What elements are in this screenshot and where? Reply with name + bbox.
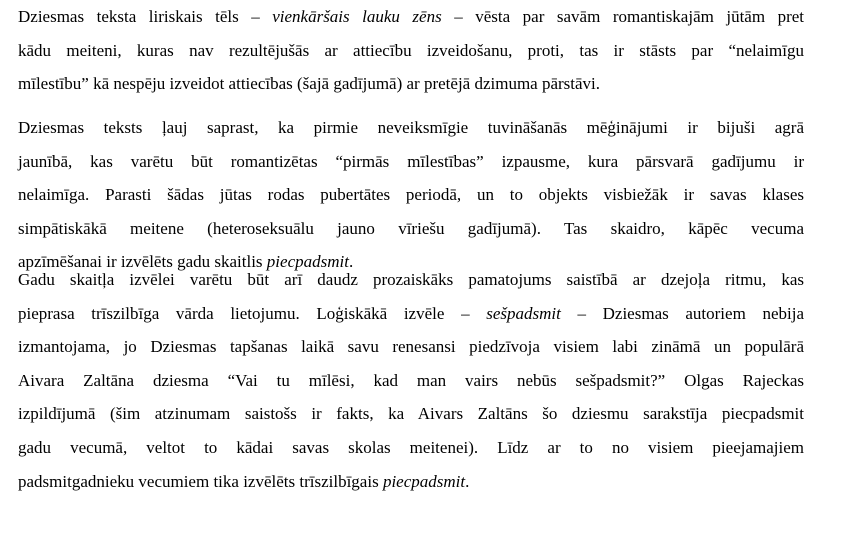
text-line	[18, 145, 804, 179]
text-line	[18, 34, 804, 68]
text-line	[18, 212, 804, 246]
text-segment: Dziesmas teksts ļauj saprast, ka pirmie neveiksmīgie tuvināšanās mēģinājumi ir bijuši agrā	[18, 118, 804, 137]
text-segment: nelaimīga. Parasti šādas jūtas rodas pubertātes periodā, un to objekts visbiežāk ir savas klases	[18, 185, 804, 204]
text-segment: mīlestību” kā nespēju izveidot attiecības (šajā gadījumā) ar pretējā dzimuma pārstāvi.	[18, 74, 601, 93]
text-segment: – vēsta par savām romantiskajām jūtām pret	[441, 7, 804, 26]
italic-text: piecpadsmit	[382, 472, 466, 491]
text-segment: izpildījumā (šim atzinumam saistošs ir fakts, ka Aivars Zaltāns šo dziesmu sarakstīja piecpadsmit	[18, 404, 804, 423]
text-line	[18, 330, 804, 364]
text-segment: jaunībā, kas varētu būt romantizētas “pirmās mīlestības” izpausme, kura pārsvarā gadījumu ir	[18, 152, 804, 171]
text-line	[18, 0, 804, 34]
text-segment: apzīmēšanai ir izvēlēts gadu skaitlis	[18, 252, 267, 271]
text-segment: simpātiskākā meitene (heteroseksuālu jauno vīriešu gadījumā). Tas skaidro, kāpēc vecuma	[18, 219, 804, 238]
text-line	[18, 397, 804, 431]
text-line	[18, 111, 804, 145]
italic-text: vienkāršais lauku zēns	[272, 7, 442, 26]
text-line	[18, 465, 804, 499]
text-segment: gadu vecumā, veltot to kādai savas skolas meitenei). Līdz ar to no visiem pieejamajiem	[18, 438, 804, 457]
text-segment: .	[465, 472, 470, 491]
text-segment: Aivara Zaltāna dziesma “Vai tu mīlēsi, kad man vairs nebūs sešpadsmit?” Olgas Rajeckas	[18, 371, 804, 390]
text-line	[18, 263, 804, 297]
text-segment: pieprasa trīszilbīga vārda lietojumu. Loģiskākā izvēle –	[18, 304, 487, 323]
text-segment: kādu meiteni, kuras nav rezultējušās ar attiecību izveidošanu, proti, tas ir stāsts par “nelaimīgu	[18, 41, 804, 60]
text-segment: padsmitgadnieku vecumiem tika izvēlēts trīszilbīgais	[18, 472, 383, 491]
italic-text: sešpadsmit	[486, 304, 561, 323]
text-segment: izmantojama, jo Dziesmas tapšanas laikā savu renesansi piedzīvoja visiem labi zināmā un populārā	[18, 337, 804, 356]
text-line	[18, 67, 804, 101]
text-line	[18, 297, 804, 331]
text-segment: – Dziesmas autoriem nebija	[560, 304, 804, 323]
text-line	[18, 431, 804, 465]
text-line	[18, 178, 804, 212]
text-segment: Gadu skaitļa izvēlei varētu būt arī daudz prozaiskāks pamatojums saistībā ar dzejoļa ritmu, kas	[18, 270, 804, 289]
italic-text: piecpadsmit	[266, 252, 349, 271]
text-segment: Dziesmas teksta liriskais tēls –	[18, 7, 273, 26]
text-line	[18, 364, 804, 398]
text-segment: .	[348, 252, 354, 271]
